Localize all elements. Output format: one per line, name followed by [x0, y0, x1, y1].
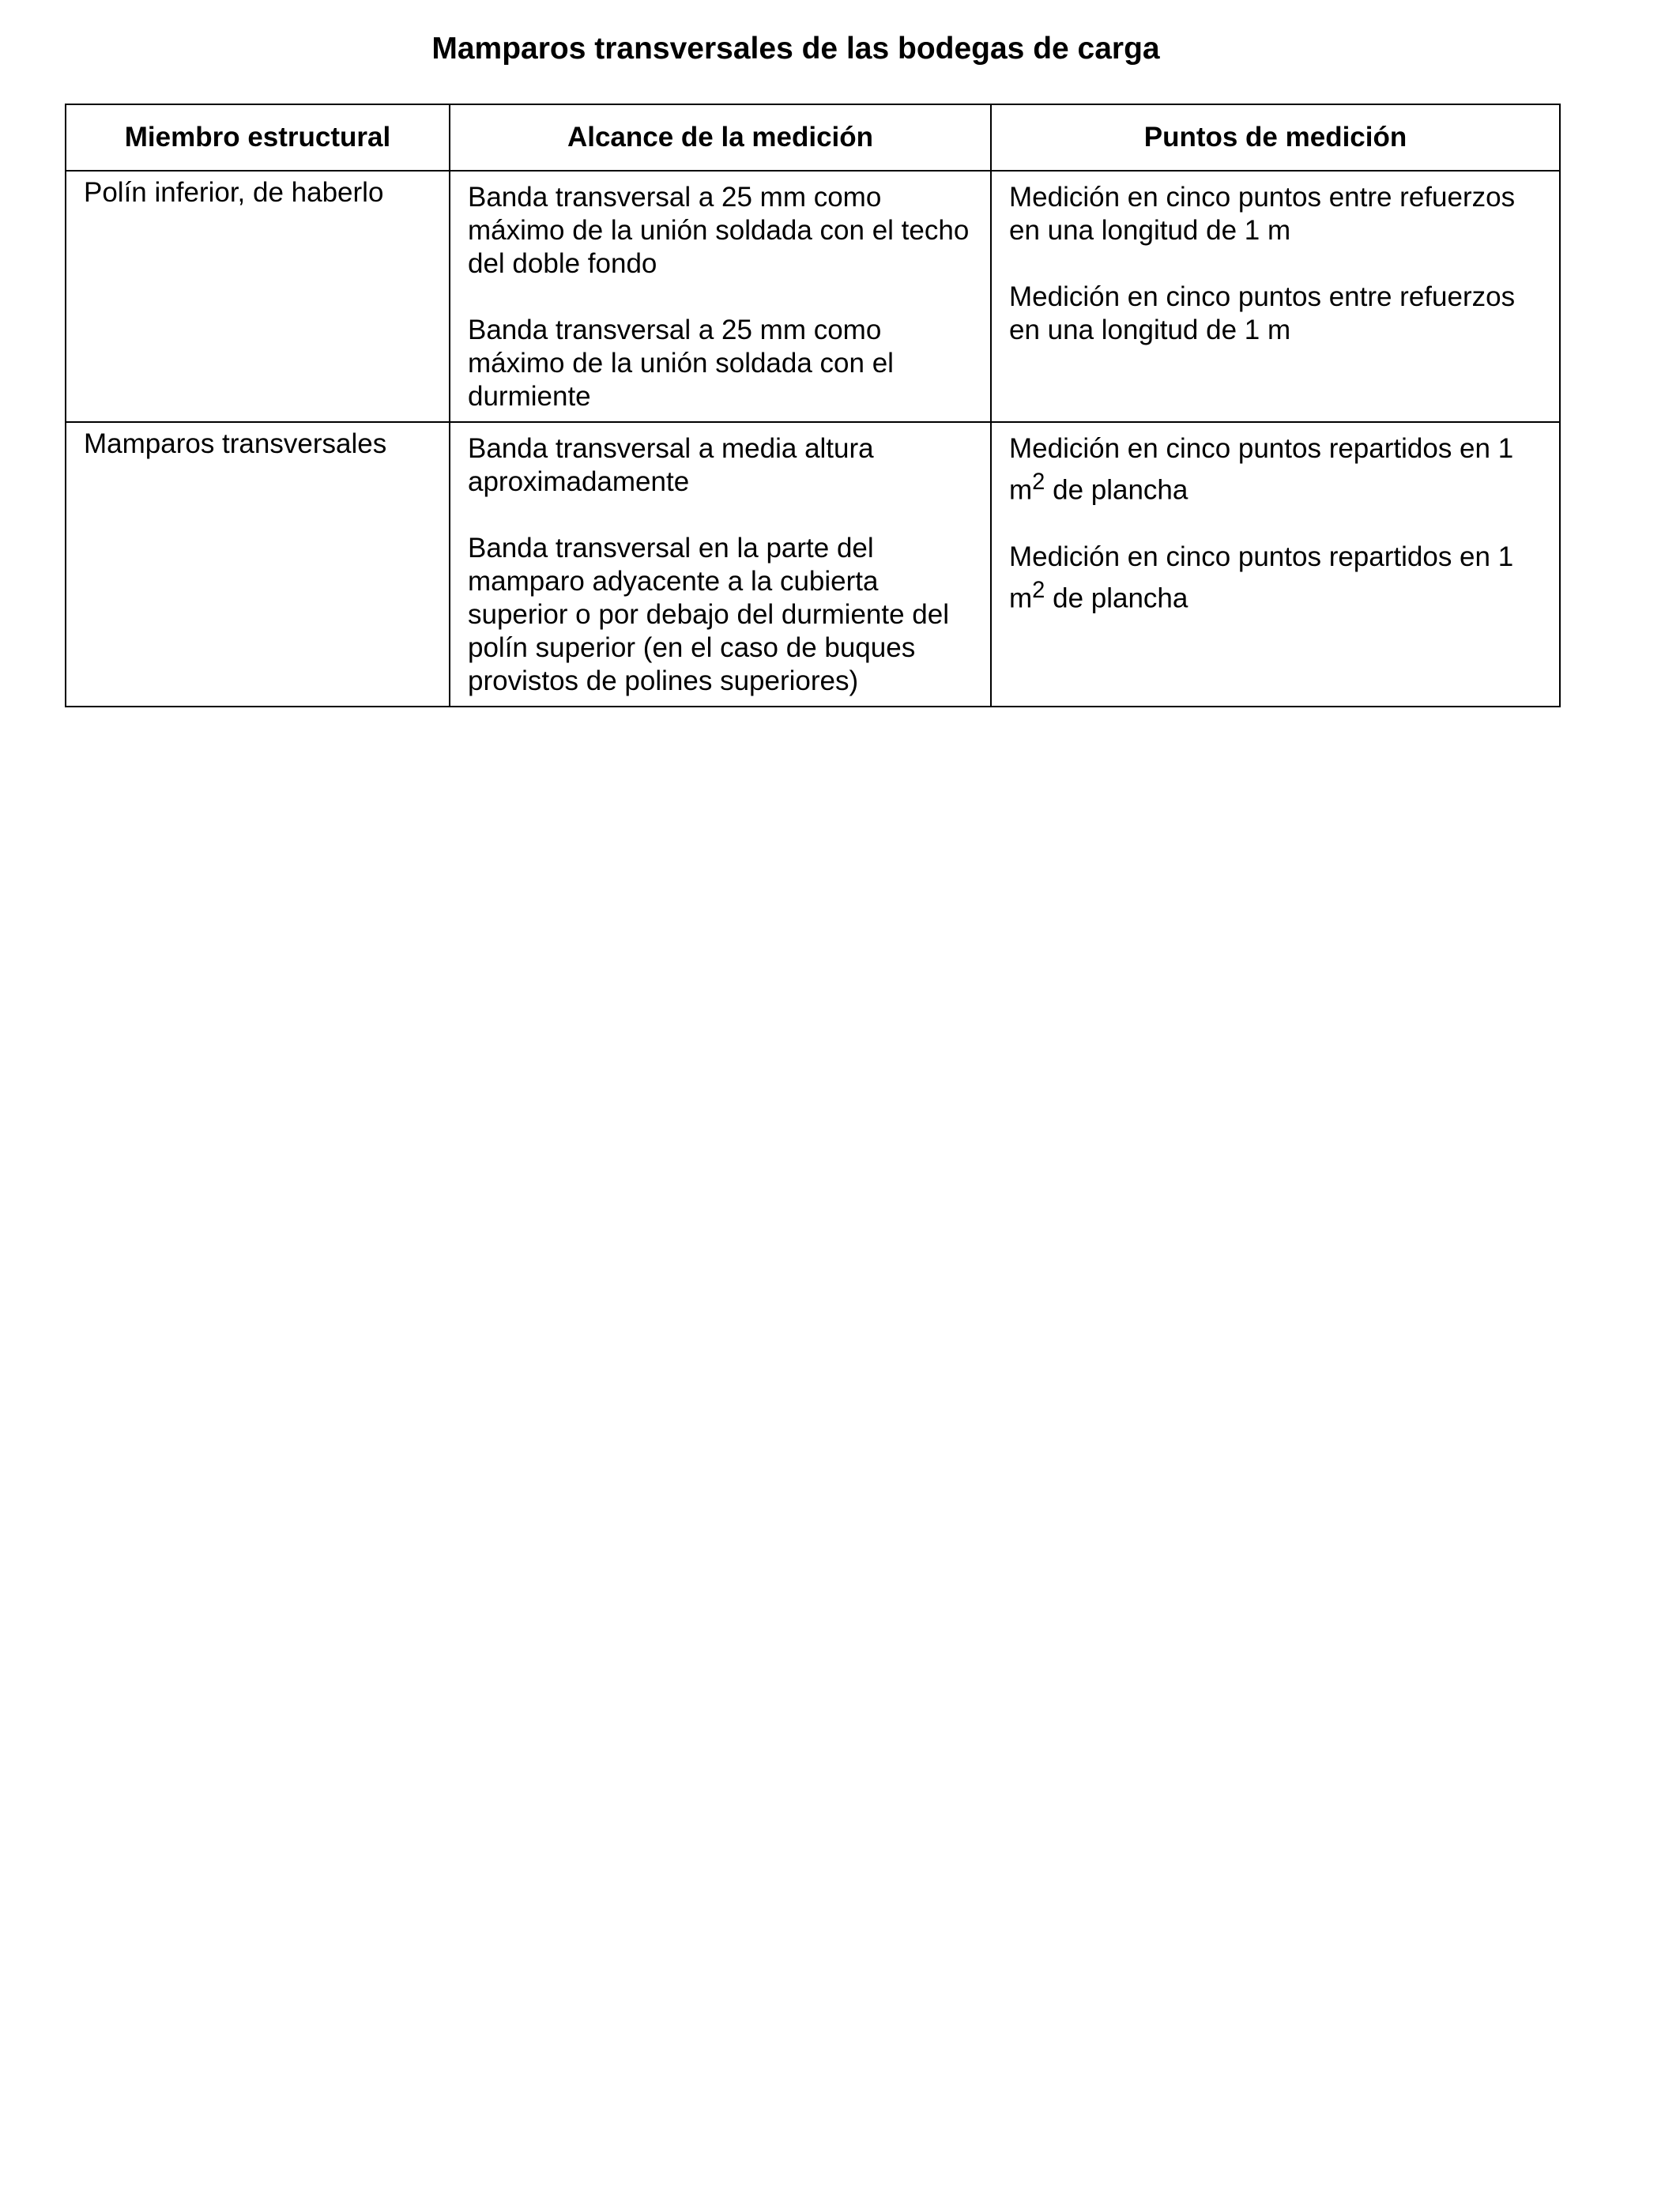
- superscript: 2: [1032, 469, 1045, 495]
- points-paragraph: [1009, 541, 1543, 616]
- member-cell: Mamparos transversales: [66, 422, 450, 707]
- scope-paragraph: Banda transversal a 25 mm como máximo de la unión soldada con el techo del doble fondo: [468, 182, 970, 279]
- points-text: de plancha: [1045, 582, 1188, 614]
- table-header-row: [66, 104, 1560, 171]
- scope-paragraph: Banda transversal a media altura aproximadamente: [468, 433, 874, 497]
- member-cell: Polín inferior, de haberlo: [66, 171, 450, 422]
- points-cell: [991, 422, 1560, 707]
- header-member: Miembro estructural: [66, 104, 450, 171]
- points-paragraph: [1009, 432, 1543, 507]
- scope-cell: [450, 171, 991, 422]
- header-scope: Alcance de la medición: [450, 104, 991, 171]
- points-text: de plancha: [1045, 474, 1188, 506]
- points-text: Medición en cinco puntos repartidos en 1 m: [1009, 433, 1514, 506]
- measurement-table: [65, 104, 1561, 707]
- table-row: [66, 422, 1560, 707]
- scope-paragraph: Banda transversal a 25 mm como máximo de la unión soldada con el durmiente: [468, 315, 894, 412]
- points-paragraph: Medición en cinco puntos entre refuerzos en una longitud de 1 m: [1009, 281, 1516, 345]
- points-cell: [991, 171, 1560, 422]
- points-paragraph: Medición en cinco puntos entre refuerzos en una longitud de 1 m: [1009, 182, 1516, 246]
- table-row: [66, 171, 1560, 422]
- header-points: Puntos de medición: [991, 104, 1560, 171]
- scope-cell: [450, 422, 991, 707]
- superscript: 2: [1032, 577, 1045, 603]
- document-title: Mamparos transversales de las bodegas de carga: [431, 32, 1160, 66]
- scope-paragraph: Banda transversal en la parte del mamparo adyacente a la cubierta superior o por debajo del durmiente del polín superior (en el caso de buques provistos de polines superiores): [468, 533, 949, 696]
- points-text: Medición en cinco puntos repartidos en 1 m: [1009, 541, 1514, 614]
